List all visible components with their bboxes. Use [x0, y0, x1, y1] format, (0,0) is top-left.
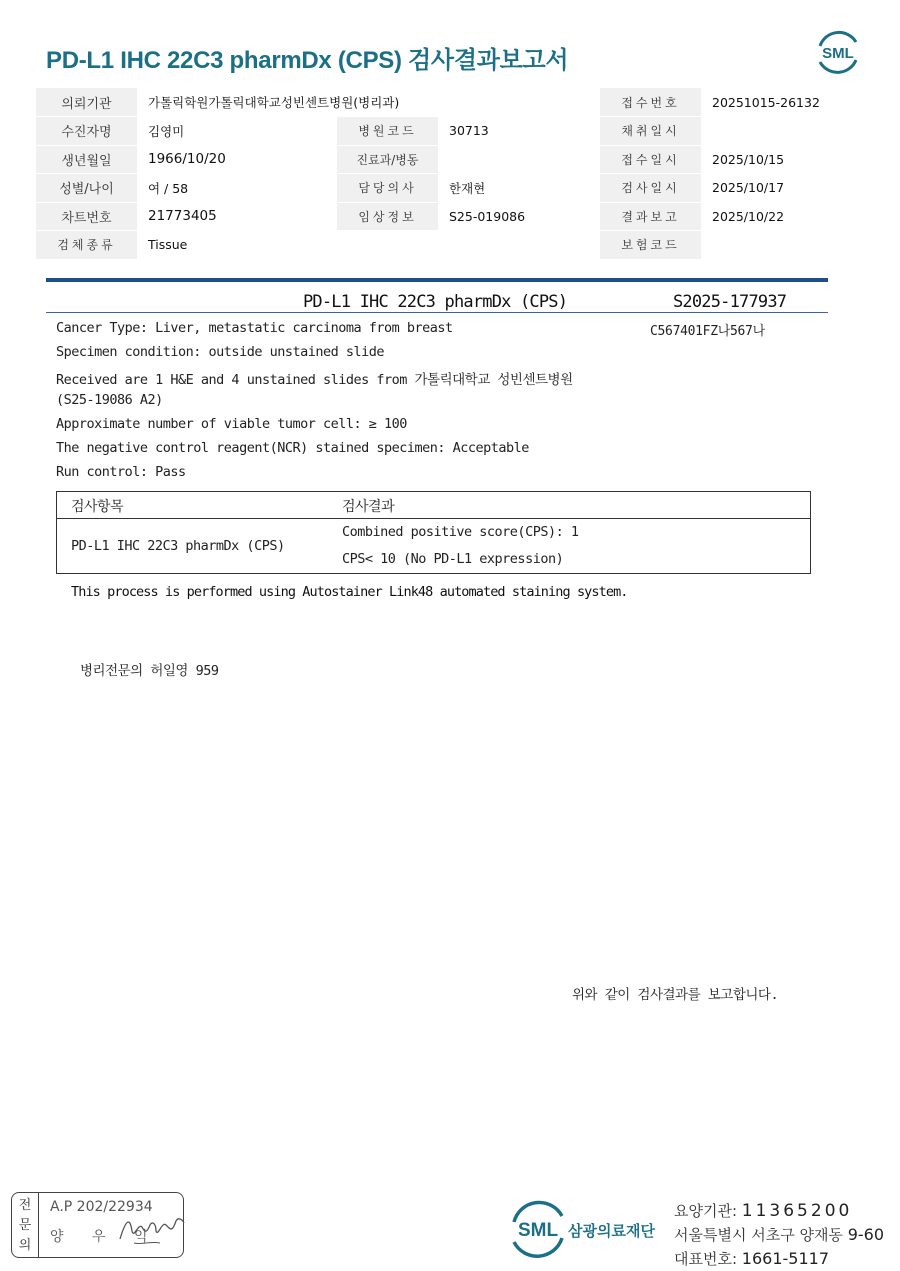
report-line: Approximate number of viable tumor cell: ≥ 100 — [56, 416, 407, 432]
svg-text:SML: SML — [517, 1220, 559, 1241]
info-value: 21773405 — [137, 202, 337, 231]
report-line: Received are 1 H&E and 4 unstained slides from 가톨릭대학교 성빈센트병원 — [56, 372, 573, 388]
stamp-license: A.P 202/22934 — [50, 1199, 153, 1215]
info-row — [36, 117, 864, 146]
info-value: 한재현 — [438, 174, 600, 203]
result-table-header — [57, 492, 810, 519]
stamp-side-label: 전 문 의 — [12, 1193, 39, 1257]
phone-line: 대표번호: 1661-5117 — [674, 1249, 830, 1268]
info-row — [36, 145, 864, 174]
info-value: 2025/10/15 — [701, 145, 864, 174]
info-label: 담당의사 — [337, 174, 438, 203]
info-value: 가톨릭학원가톨릭대학교성빈센트병원(병리과) — [137, 88, 600, 117]
info-label: 차트번호 — [36, 202, 137, 231]
pathologist-signature: 병리전문의 허일영 959 — [80, 663, 219, 679]
info-label: 의뢰기관 — [36, 88, 137, 117]
info-value: 2025/10/17 — [701, 174, 864, 203]
info-value: 2025/10/22 — [701, 202, 864, 231]
info-value — [438, 145, 600, 174]
report-line: Cancer Type: Liver, metastatic carcinoma from breast — [56, 320, 453, 336]
test-item: PD-L1 IHC 22C3 pharmDx (CPS) — [71, 538, 285, 554]
info-value: S25-019086 — [438, 202, 600, 231]
info-label: 성별/나이 — [36, 174, 137, 203]
info-row — [36, 231, 864, 260]
info-label: 보험코드 — [600, 231, 701, 260]
info-value: 김영미 — [137, 117, 337, 146]
report-line: (S25-19086 A2) — [56, 392, 163, 408]
info-row — [36, 174, 864, 203]
sml-foundation-logo-icon — [508, 1198, 668, 1258]
info-row — [36, 88, 864, 117]
info-label: 생년월일 — [36, 145, 137, 174]
report-id: S2025-177937 — [673, 292, 787, 312]
pathologist-stamp — [11, 1192, 184, 1258]
svg-text:삼광의료재단: 삼광의료재단 — [568, 1222, 655, 1240]
patient-info-table — [36, 88, 864, 260]
info-label: 임상정보 — [337, 202, 438, 231]
stamp-name: 양 우 익 — [50, 1229, 160, 1245]
info-label: 결과보고 — [600, 202, 701, 231]
org-code-line: 요양기관: 11365200 — [674, 1201, 853, 1221]
test-result-header: 검사결과 — [342, 499, 395, 515]
info-label: 접수일시 — [600, 145, 701, 174]
sml-logo-icon — [812, 28, 864, 76]
closing-statement: 위와 같이 검사결과를 보고합니다. — [572, 987, 779, 1003]
report-line: Specimen condition: outside unstained slide — [56, 344, 384, 360]
process-note: This process is performed using Autostainer Link48 automated staining system. — [71, 584, 628, 600]
report-line: The negative control reagent(NCR) stained specimen: Acceptable — [56, 440, 529, 456]
info-value: 1966/10/20 — [137, 145, 337, 174]
info-value: 여 / 58 — [137, 174, 337, 203]
section-divider — [46, 278, 828, 282]
signature-icon — [116, 1209, 186, 1249]
report-line: Run control: Pass — [56, 464, 186, 480]
info-value: 30713 — [438, 117, 600, 146]
footer-info — [674, 1199, 884, 1271]
report-title: PD-L1 IHC 22C3 pharmDx (CPS) 검사결과보고서 — [46, 47, 569, 74]
info-row — [36, 202, 864, 231]
info-label: 수진자명 — [36, 117, 137, 146]
test-item-header: 검사항목 — [71, 499, 124, 515]
report-heading: PD-L1 IHC 22C3 pharmDx (CPS) — [303, 292, 568, 312]
result-table — [56, 491, 811, 574]
info-value: 20251015-26132 — [701, 88, 864, 117]
specimen-code: C567401FZ나567나 — [650, 324, 765, 339]
info-value: Tissue — [137, 231, 600, 260]
test-result-score: Combined positive score(CPS): 1 — [342, 524, 579, 540]
info-label: 접수번호 — [600, 88, 701, 117]
svg-text:SML: SML — [822, 45, 854, 62]
test-result-interpretation: CPS< 10 (No PD-L1 expression) — [342, 551, 564, 567]
info-value — [701, 231, 864, 260]
info-label: 검사일시 — [600, 174, 701, 203]
address-line: 서울특별시 서초구 양재동 9-60 — [674, 1225, 885, 1244]
info-label: 진료과/병동 — [337, 145, 438, 174]
info-label: 병원코드 — [337, 117, 438, 146]
info-label: 검체종류 — [36, 231, 137, 260]
heading-underline — [46, 312, 828, 313]
info-value — [701, 117, 864, 146]
info-label: 채취일시 — [600, 117, 701, 146]
